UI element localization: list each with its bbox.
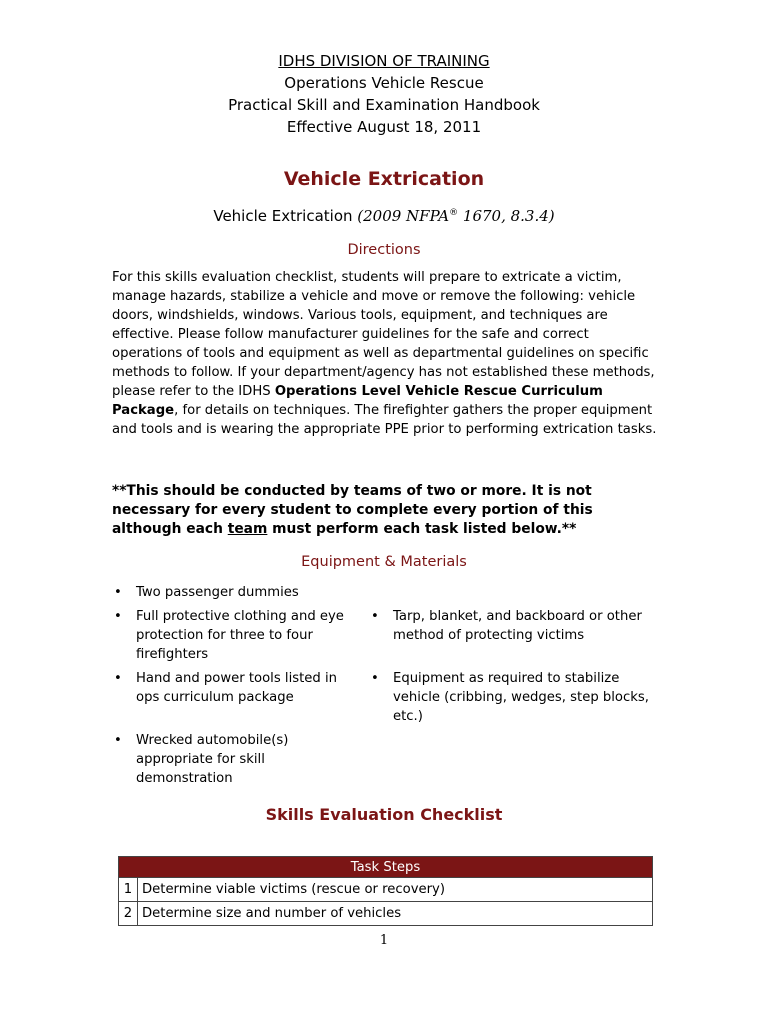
directions-curriculum-ref: Operations Level Vehicle Rescue Curriculum Package — [112, 384, 603, 418]
bullet: • — [371, 609, 379, 624]
directions-paragraph — [112, 268, 660, 439]
subtitle-ref-a: (2009 NFPA — [357, 207, 450, 225]
header-handbook: Practical Skill and Examination Handbook — [228, 96, 540, 114]
equipment-item-text: Wrecked automobile(s) appropriate for skill demonstration — [136, 733, 289, 786]
bullet: • — [371, 671, 379, 686]
team-note-a: **This should be conducted by teams of two or more. It is not necessary for every student to complete every portion of this although each — [112, 483, 593, 537]
header-division: IDHS DIVISION OF TRAINING — [278, 52, 490, 70]
table-row — [119, 902, 653, 926]
equipment-item-text: Tarp, blanket, and backboard or other method of protecting victims — [393, 609, 642, 643]
task-text: Determine viable victims (rescue or recovery) — [138, 878, 653, 902]
team-note-underlined: team — [227, 521, 268, 537]
header-program: Operations Vehicle Rescue — [284, 74, 484, 92]
directions-heading: Directions — [347, 242, 421, 258]
subtitle-plain: Vehicle Extrication — [213, 207, 358, 225]
directions-text-b: , for details on techniques. The firefighter gathers the proper equipment and tools and is wearing the appropriate PPE prior to performing extrication tasks. — [112, 403, 657, 437]
team-note — [112, 482, 660, 539]
bullet: • — [114, 585, 122, 600]
directions-text-a: For this skills evaluation checklist, students will prepare to extricate a victim, manage hazards, stabilize a vehicle and move or remove the following: vehicle doors, windshields, windows. Various tools, equipment, and techniques are effective. Please follow manufacturer guidelines for the safe and correct operations of tools and equipment as well as departmental guidelines on specific methods to follow. If your department/agency has not established these methods, please refer to the IDHS — [112, 270, 655, 399]
subtitle-ref-b: 1670, 8.3.4) — [458, 207, 555, 225]
task-number: 2 — [119, 902, 138, 926]
subtitle-superscript: ® — [449, 208, 459, 218]
task-steps-table — [118, 856, 653, 926]
document-header — [0, 50, 768, 138]
bullet: • — [114, 609, 122, 624]
task-number: 1 — [119, 878, 138, 902]
team-note-b: must perform each task listed below.** — [267, 521, 577, 537]
equipment-item-text: Full protective clothing and eye protection for three to four firefighters — [136, 609, 344, 662]
table-row — [119, 878, 653, 902]
header-effective-date: Effective August 18, 2011 — [286, 118, 482, 136]
equipment-item-text: Two passenger dummies — [136, 585, 299, 600]
table-header-row — [119, 857, 653, 878]
bullet: • — [114, 671, 122, 686]
checklist-heading: Skills Evaluation Checklist — [265, 805, 503, 824]
page-title: Vehicle Extrication — [283, 168, 485, 190]
task-text: Determine size and number of vehicles — [138, 902, 653, 926]
equipment-item-text: Equipment as required to stabilize vehicle (cribbing, wedges, step blocks, etc.) — [393, 671, 649, 724]
column-header-task-steps: Task Steps — [119, 857, 653, 878]
bullet: • — [114, 733, 122, 748]
equipment-heading: Equipment & Materials — [301, 554, 467, 570]
page-subtitle — [0, 207, 768, 225]
page-number: 1 — [379, 933, 389, 948]
equipment-item-text: Hand and power tools listed in ops curriculum package — [136, 671, 337, 705]
